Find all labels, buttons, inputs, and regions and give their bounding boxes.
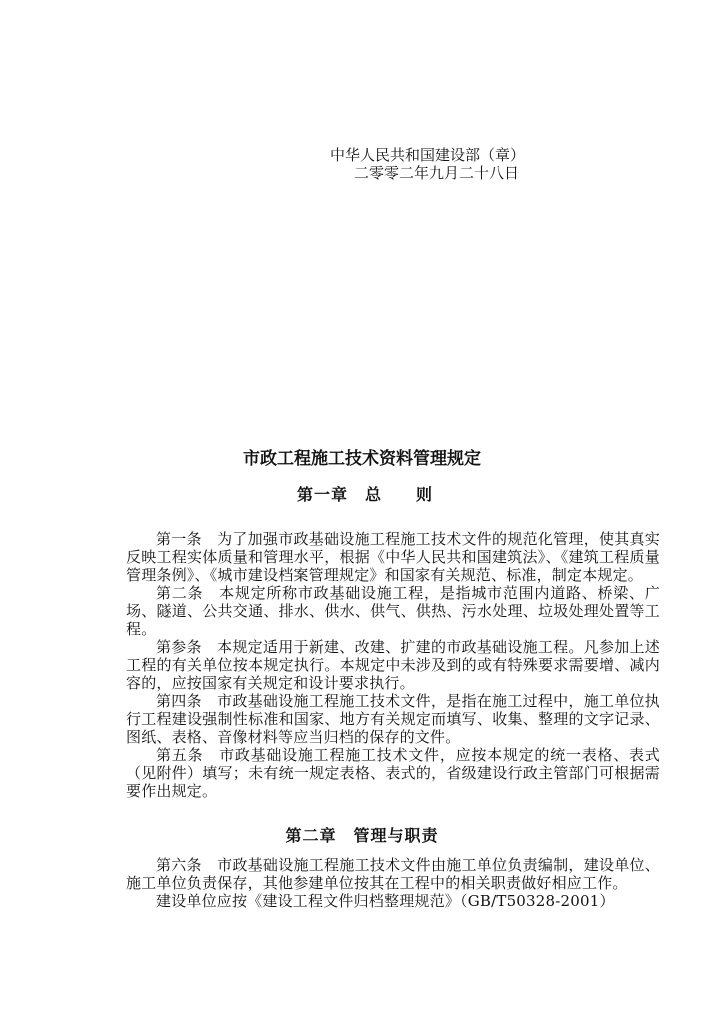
article-2: 第二条 本规定所称市政基础设施工程，是指城市范围内道路、桥梁、广场、隧道、公共交通、排水、供水、供气、供热、污水处理、垃圾处理处置等工程。 bbox=[126, 584, 660, 638]
article-4: 第四条 市政基础设施工程施工技术文件，是指在施工过程中，施工单位执行工程建设强制性标准和国家、地方有关规定而填写、收集、整理的文字记录、图纸、表格、音像材料等应当归档的保存的文件。 bbox=[126, 692, 660, 746]
chapter-2-heading: 第二章 管理与职责 bbox=[285, 826, 439, 845]
document-title: 市政工程施工技术资料管理规定 bbox=[243, 449, 481, 469]
article-6-continuation: 建设单位应按《建设工程文件归档整理规范》（GB/T50328-2001） bbox=[156, 892, 615, 910]
issuer-line: 中华人民共和国建设部（章） bbox=[330, 146, 526, 164]
chapter-2-body bbox=[126, 856, 660, 910]
signature-block bbox=[330, 146, 525, 182]
date-line: 二零零二年九月二十八日 bbox=[354, 164, 520, 182]
article-3: 第参条 本规定适用于新建、改建、扩建的市政基础设施工程。凡参加上述工程的有关单位按本规定执行。本规定中未涉及到的或有特殊要求需要增、减内容的，应按国家有关规定和设计要求执行。 bbox=[126, 638, 660, 692]
article-6: 第六条 市政基础设施工程施工技术文件由施工单位负责编制，建设单位、施工单位负责保存，其他参建单位按其在工程中的相关职责做好相应工作。 bbox=[126, 856, 660, 892]
article-5: 第五条 市政基础设施工程施工技术文件，应按本规定的统一表格、表式（见附件）填写；未有统一规定表格、表式的，省级建设行政主管部门可根据需要作出规定。 bbox=[126, 746, 660, 800]
chapter-1-body bbox=[126, 530, 660, 800]
article-1: 第一条 为了加强市政基础设施工程施工技术文件的规范化管理，使其真实反映工程实体质量和管理水平，根据《中华人民共和国建筑法》、《建筑工程质量管理条例》、《城市建设档案管理规定》和国家有关规范、标准，制定本规定。 bbox=[126, 530, 660, 584]
chapter-1-heading: 第一章 总 则 bbox=[296, 485, 433, 504]
